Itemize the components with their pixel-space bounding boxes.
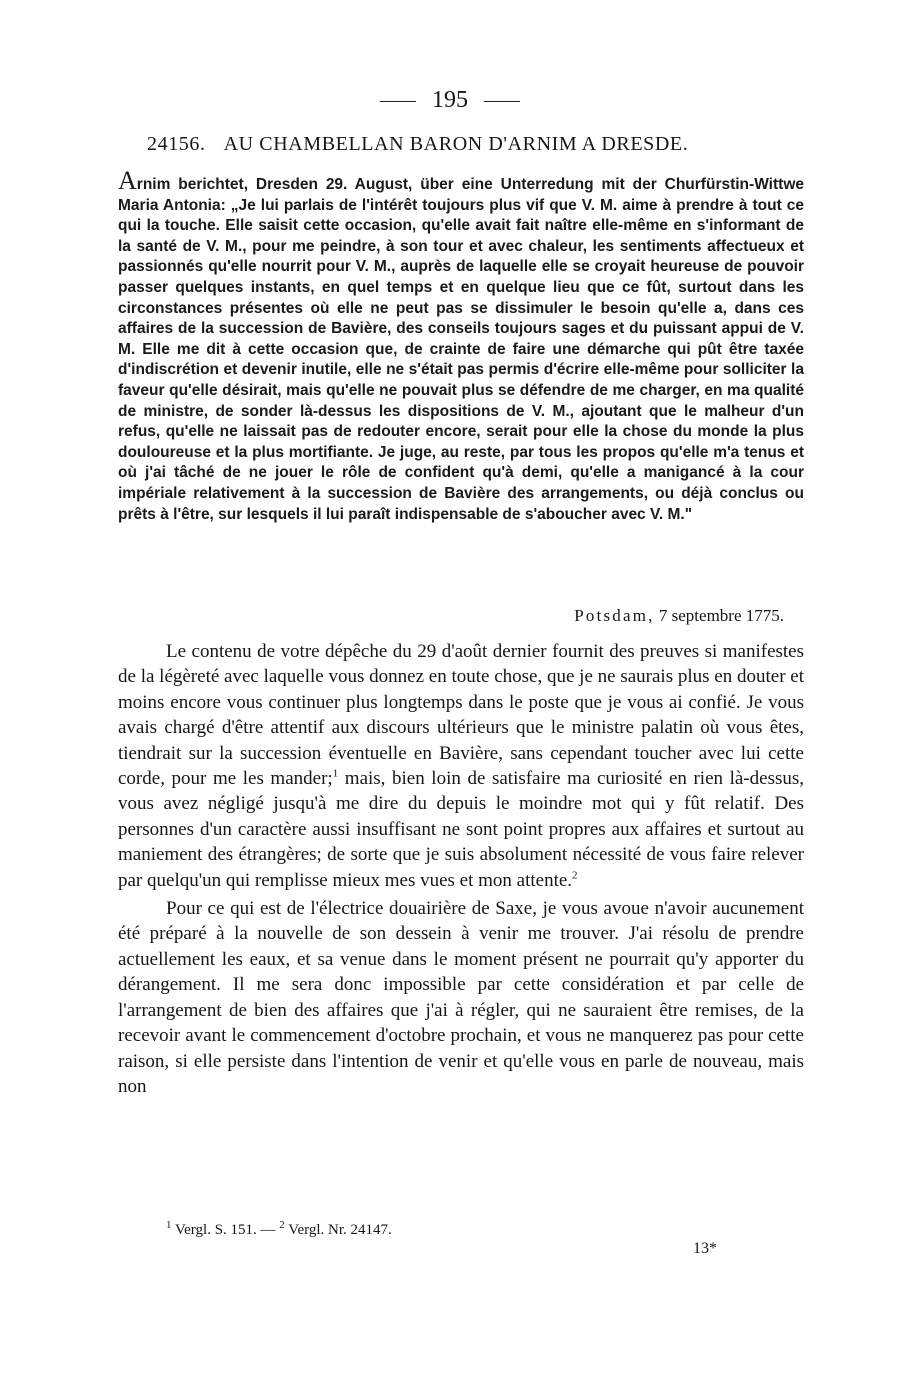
letter-number: 24156.	[147, 133, 206, 155]
header-rule-right	[484, 101, 520, 102]
letter-summary	[118, 166, 804, 525]
letter-title: AU CHAMBELLAN BARON D'ARNIM A DRESDE.	[223, 133, 689, 155]
footnote-text-2: Vergl. Nr. 24147.	[284, 1222, 392, 1238]
footnotes	[166, 1219, 392, 1239]
dateline-date: 7 septembre 1775.	[658, 606, 784, 625]
header-rule-left	[380, 101, 416, 102]
summary-text: rnim berichtet, Dresden 29. August, über eine Unterredung mit der Churfürstin-Wittwe Maria Antonia: „Je lui parlais de l'intérêt toujours plus vif que V. M. aime à prendre à tout ce qui la touche. Elle saisit cette occasion, qu'elle avait fait naître elle-même en s'informant de la santé de V. M., pour me peindre, à son tour et avec chaleur, les sentiments affectueux et passionnés qu'elle nourrit pour V. M., auprès de laquelle elle se croyait heureuse de pouvoir passer quelques instants, en quel temps et en quelque lieu que ce fût, surtout dans les circonstances présentes où elle ne peut pas se dissimuler le besoin qu'elle a, dans ces affaires de la succession de Bavière, des conseils toujours sages et du puissant appui de V. M. Elle me dit à cette occasion que, de crainte de faire une démarche qui pût être taxée d'indiscrétion et devenir inutile, elle ne s'était pas permis d'écrire elle-même pour solliciter la faveur qu'elle désirait, mais qu'elle ne pouvait plus se défendre de me charger, en ma qualité de ministre, de sonder là-dessus les dispositions de V. M., ajoutant que le malheur d'un refus, qu'elle ne laissait pas de redouter encore, serait pour elle la chose du monde la plus douloureuse et la plus mortifiante. Je juge, au reste, par tous les propos qu'elle m'a tenus et où j'ai tâché de ne jouer le rôle de confident qu'à demi, qu'elle a manigancé à la cour impériale relativement à la succession de Bavière des arrangements, ou déjà conclus ou prêts à l'être, sur lesquels il lui paraît indispensable de s'aboucher avec V. M."	[118, 176, 804, 523]
paragraph-1-text-b: mais, bien loin de satisfaire ma curiosité en rien là-dessus, vous avez négligé jusqu'à me dire du depuis le moindre mot qui y fût relatif. Des personnes d'un caractère aussi insuffisant ne sont point propres aux affaires et surtout au maniement des étrangères; de sorte que je suis absolument nécessité de vous faire relever par quelqu'un qui remplisse mieux mes vues et mon attente.	[118, 768, 805, 891]
letter-body	[118, 639, 804, 1099]
paragraph-1-text-a: contenu de votre dépêche du 29 d'août dernier fournit des preuves si manifestes de la légèreté avec laquelle vous donnez en toute chose, que je ne saurais plus en douter et moins encore vous continuer plus longtemps dans le poste que je vous ai confié. Je vous avais chargé d'être attentif aux discours ultérieurs que le ministre palatin où vous êtes, tiendrait sur la succession éventuelle en Bavière, sans cependant toucher avec lui cette corde, pour me les mander;	[118, 641, 805, 790]
footnote-text-1: Vergl. S. 151. —	[171, 1222, 280, 1238]
footnote-mark-1: 1	[166, 1219, 172, 1231]
paragraph-1-initial: Le	[166, 641, 187, 662]
page-number: 195	[432, 87, 468, 113]
summary-initial: A	[118, 166, 137, 195]
letter-heading	[147, 133, 807, 156]
footnote-ref-1: 1	[332, 767, 339, 780]
body-paragraph-2: Pour ce qui est de l'électrice douairière de Saxe, je vous avoue n'avoir aucunement été préparé à la nouvelle de son dessein à venir me trouver. J'ai résolu de prendre actuellement les eaux, et sa venue dans le moment présent ne pourrait qu'y apporter du dérangement. Il me sera donc impossible par cette considération et par celle de l'arrangement de bien des affaires que j'ai à régler, qui ne sauraient être remises, de la recevoir avant le commencement d'octobre prochain, et vous ne manquerez pas pour cette raison, si elle persiste dans l'intention de venir et qu'elle vous en parle de nouveau, mais non	[118, 898, 804, 1097]
footnote-ref-2: 2	[572, 869, 578, 882]
body-paragraph-1	[118, 639, 804, 893]
dateline-place: Potsdam,	[574, 606, 655, 625]
dateline	[0, 606, 784, 626]
footnote-mark-2: 2	[279, 1219, 285, 1231]
signature-mark: 13*	[693, 1240, 717, 1257]
page-header	[0, 86, 900, 114]
